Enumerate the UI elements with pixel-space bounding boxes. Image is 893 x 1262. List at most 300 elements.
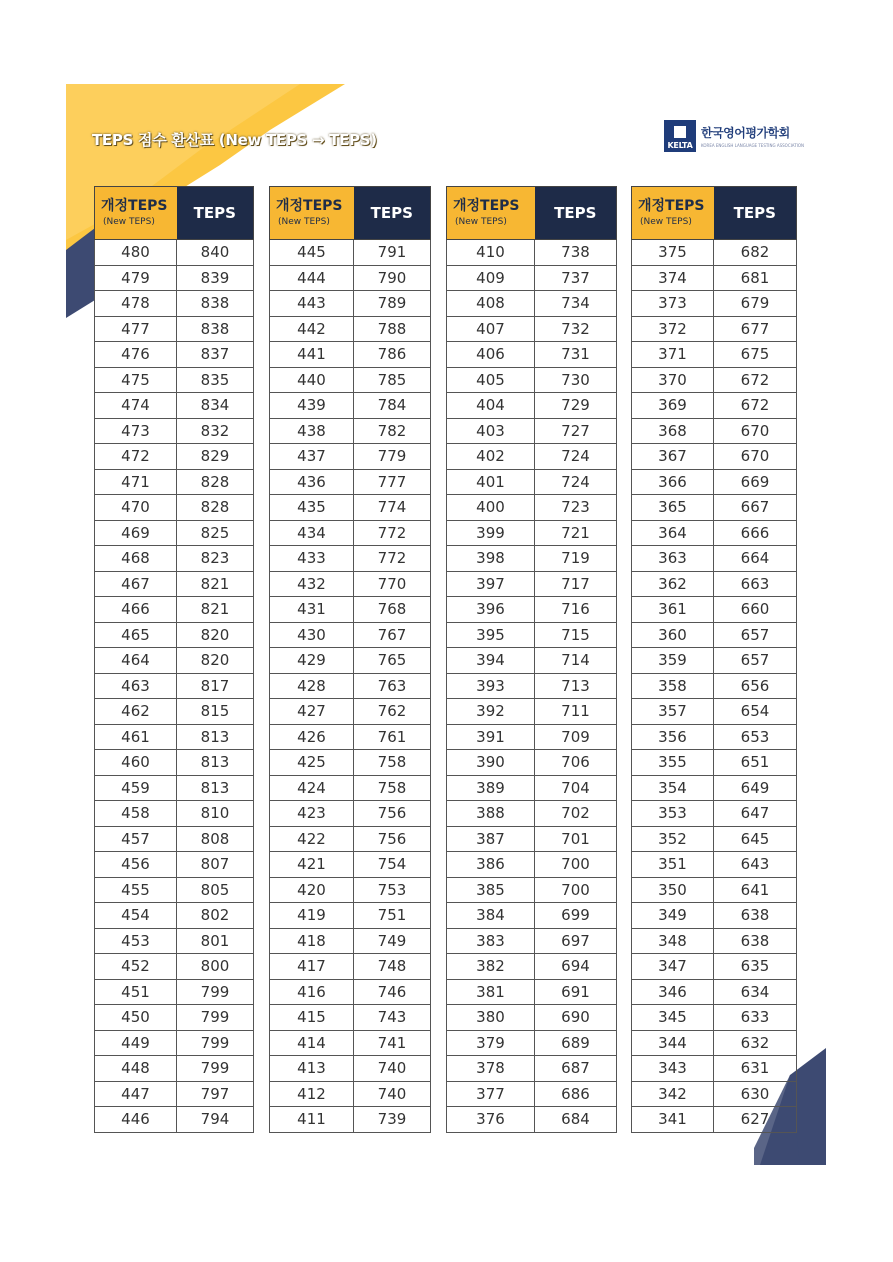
teps-score: 756 [354,801,431,827]
teps-score: 689 [535,1030,617,1056]
table-row [447,801,617,827]
new-teps-score: 461 [95,724,177,750]
new-teps-score: 365 [632,495,714,521]
table-row [632,597,797,623]
table-row [447,750,617,776]
new-teps-score: 364 [632,520,714,546]
teps-score: 807 [177,852,254,878]
new-teps-score: 439 [270,393,354,419]
kelta-logo-icon: KELTA [664,120,696,152]
teps-score: 782 [354,418,431,444]
new-teps-score: 424 [270,775,354,801]
teps-score: 768 [354,597,431,623]
teps-score: 660 [714,597,797,623]
new-teps-score: 361 [632,597,714,623]
table-row [447,520,617,546]
table-row [95,801,254,827]
teps-score: 749 [354,928,431,954]
teps-score: 724 [535,444,617,470]
teps-score: 714 [535,648,617,674]
table-row [447,622,617,648]
new-teps-score: 383 [447,928,535,954]
teps-score: 691 [535,979,617,1005]
teps-score: 634 [714,979,797,1005]
teps-score: 839 [177,265,254,291]
teps-score: 789 [354,291,431,317]
table-row [95,393,254,419]
new-teps-score: 400 [447,495,535,521]
new-teps-score: 440 [270,367,354,393]
new-teps-score: 478 [95,291,177,317]
new-teps-score: 344 [632,1030,714,1056]
table-row [632,877,797,903]
teps-score: 651 [714,750,797,776]
teps-score: 669 [714,469,797,495]
new-teps-score: 435 [270,495,354,521]
teps-score: 753 [354,877,431,903]
table-row [447,979,617,1005]
new-teps-score: 423 [270,801,354,827]
table-row [270,801,431,827]
table-row [270,877,431,903]
new-teps-score: 389 [447,775,535,801]
table-row [270,291,431,317]
new-teps-score: 393 [447,673,535,699]
new-teps-score: 433 [270,546,354,572]
new-teps-score: 457 [95,826,177,852]
new-teps-score: 366 [632,469,714,495]
teps-score: 772 [354,520,431,546]
table-row [447,240,617,266]
table-row [447,673,617,699]
teps-score: 731 [535,342,617,368]
new-teps-score: 427 [270,699,354,725]
teps-score: 643 [714,852,797,878]
teps-score: 697 [535,928,617,954]
teps-score: 635 [714,954,797,980]
teps-score: 716 [535,597,617,623]
table-row [632,1107,797,1133]
new-teps-score: 414 [270,1030,354,1056]
logo-name-en: KOREA ENGLISH LANGUAGE TESTING ASSOCIATION [701,143,804,148]
teps-score: 788 [354,316,431,342]
table-row [95,291,254,317]
table-row [270,1056,431,1082]
new-teps-score: 369 [632,393,714,419]
table-row [632,750,797,776]
teps-score: 721 [535,520,617,546]
new-teps-score: 374 [632,265,714,291]
teps-score: 627 [714,1107,797,1133]
table-row [270,622,431,648]
table-row [270,265,431,291]
teps-score: 653 [714,724,797,750]
teps-score: 681 [714,265,797,291]
new-teps-score: 388 [447,801,535,827]
new-teps-score: 384 [447,903,535,929]
new-teps-score: 428 [270,673,354,699]
teps-score: 657 [714,622,797,648]
table-row [447,1056,617,1082]
table-row [95,469,254,495]
new-teps-score: 442 [270,316,354,342]
new-teps-score: 357 [632,699,714,725]
teps-score: 647 [714,801,797,827]
teps-score: 835 [177,367,254,393]
new-teps-score: 382 [447,954,535,980]
table-row [632,571,797,597]
new-teps-score: 377 [447,1081,535,1107]
table-row [95,367,254,393]
logo-name-ko: 한국영어평가학회 [701,126,790,140]
table-row [447,342,617,368]
teps-score: 672 [714,367,797,393]
table-row [447,877,617,903]
table-row [95,240,254,266]
table-row [447,444,617,470]
new-teps-score: 411 [270,1107,354,1133]
table-row [95,648,254,674]
teps-score: 767 [354,622,431,648]
new-teps-score: 345 [632,1005,714,1031]
teps-score: 840 [177,240,254,266]
teps-score: 813 [177,750,254,776]
table-row [270,928,431,954]
table-row [447,1030,617,1056]
table-row [95,316,254,342]
teps-score: 675 [714,342,797,368]
table-row [632,622,797,648]
new-teps-score: 434 [270,520,354,546]
table-row [447,1107,617,1133]
new-teps-score: 367 [632,444,714,470]
teps-score: 821 [177,571,254,597]
teps-score: 686 [535,1081,617,1107]
teps-score: 834 [177,393,254,419]
table-row [447,597,617,623]
new-teps-score: 356 [632,724,714,750]
new-teps-score: 445 [270,240,354,266]
new-teps-score: 343 [632,1056,714,1082]
table-row [447,1005,617,1031]
new-teps-score: 401 [447,469,535,495]
teps-score: 770 [354,571,431,597]
teps-score: 805 [177,877,254,903]
teps-score: 690 [535,1005,617,1031]
table-row [95,928,254,954]
table-row [632,826,797,852]
table-row [447,291,617,317]
teps-score: 823 [177,546,254,572]
table-row [270,673,431,699]
new-teps-score: 352 [632,826,714,852]
new-teps-score: 463 [95,673,177,699]
table-row [270,979,431,1005]
new-teps-score: 381 [447,979,535,1005]
new-teps-score: 429 [270,648,354,674]
teps-score: 832 [177,418,254,444]
teps-score: 799 [177,979,254,1005]
new-teps-score: 469 [95,520,177,546]
new-teps-score: 468 [95,546,177,572]
teps-score: 808 [177,826,254,852]
table-row [632,367,797,393]
new-teps-score: 372 [632,316,714,342]
new-teps-score: 373 [632,291,714,317]
new-teps-score: 470 [95,495,177,521]
conversion-table-1 [94,186,254,1133]
new-teps-score: 346 [632,979,714,1005]
teps-score: 723 [535,495,617,521]
teps-score: 711 [535,699,617,725]
new-teps-score: 467 [95,571,177,597]
table-row [632,1056,797,1082]
teps-score: 810 [177,801,254,827]
teps-score: 815 [177,699,254,725]
table-row [95,852,254,878]
table-row [270,648,431,674]
new-teps-score: 350 [632,877,714,903]
table-row [95,571,254,597]
teps-score: 663 [714,571,797,597]
teps-score: 797 [177,1081,254,1107]
new-teps-score: 360 [632,622,714,648]
new-teps-score: 446 [95,1107,177,1133]
teps-score: 779 [354,444,431,470]
new-teps-score: 420 [270,877,354,903]
new-teps-score: 431 [270,597,354,623]
table-row [270,342,431,368]
table-row [270,444,431,470]
table-row [270,393,431,419]
new-teps-score: 415 [270,1005,354,1031]
conversion-table-4 [631,186,797,1133]
table-row [632,1005,797,1031]
new-teps-score: 453 [95,928,177,954]
teps-score: 799 [177,1005,254,1031]
teps-score: 828 [177,469,254,495]
table-row [447,954,617,980]
header-new-teps: 개정TEPS (New TEPS) [632,187,714,240]
new-teps-score: 351 [632,852,714,878]
table-row [447,367,617,393]
new-teps-score: 354 [632,775,714,801]
table-row [270,367,431,393]
new-teps-score: 349 [632,903,714,929]
teps-score: 666 [714,520,797,546]
teps-score: 667 [714,495,797,521]
table-row [270,597,431,623]
teps-score: 682 [714,240,797,266]
table-row [632,699,797,725]
table-row [95,1081,254,1107]
new-teps-score: 355 [632,750,714,776]
table-row [447,699,617,725]
teps-score: 828 [177,495,254,521]
teps-score: 838 [177,316,254,342]
new-teps-score: 363 [632,546,714,572]
teps-score: 700 [535,877,617,903]
new-teps-score: 397 [447,571,535,597]
new-teps-score: 379 [447,1030,535,1056]
new-teps-score: 444 [270,265,354,291]
new-teps-score: 413 [270,1056,354,1082]
table-row [270,240,431,266]
table-row [95,979,254,1005]
teps-score: 772 [354,546,431,572]
new-teps-score: 479 [95,265,177,291]
table-row [447,393,617,419]
teps-score: 706 [535,750,617,776]
new-teps-score: 406 [447,342,535,368]
new-teps-score: 436 [270,469,354,495]
table-row [447,648,617,674]
teps-score: 817 [177,673,254,699]
teps-score: 762 [354,699,431,725]
new-teps-score: 394 [447,648,535,674]
table-row [632,775,797,801]
table-row [270,316,431,342]
new-teps-score: 396 [447,597,535,623]
teps-score: 630 [714,1081,797,1107]
teps-score: 633 [714,1005,797,1031]
header-new-teps: 개정TEPS (New TEPS) [447,187,535,240]
teps-score: 820 [177,648,254,674]
table-row [632,724,797,750]
teps-score: 754 [354,852,431,878]
new-teps-score: 391 [447,724,535,750]
new-teps-score: 353 [632,801,714,827]
table-row [270,571,431,597]
conversion-table-3 [446,186,617,1133]
new-teps-score: 462 [95,699,177,725]
table-row [447,265,617,291]
new-teps-score: 447 [95,1081,177,1107]
table-row [447,571,617,597]
teps-score: 763 [354,673,431,699]
table-row [95,1056,254,1082]
teps-score: 825 [177,520,254,546]
table-row [447,469,617,495]
new-teps-score: 437 [270,444,354,470]
table-row [632,954,797,980]
table-row [447,546,617,572]
table-row [632,265,797,291]
teps-score: 758 [354,750,431,776]
new-teps-score: 451 [95,979,177,1005]
new-teps-score: 387 [447,826,535,852]
table-row [95,546,254,572]
teps-score: 656 [714,673,797,699]
table-row [447,724,617,750]
header-new-teps: 개정TEPS (New TEPS) [95,187,177,240]
teps-score: 677 [714,316,797,342]
header-teps: TEPS [177,187,254,240]
new-teps-score: 473 [95,418,177,444]
conversion-table-2 [269,186,431,1133]
table-row [632,928,797,954]
teps-score: 777 [354,469,431,495]
new-teps-score: 412 [270,1081,354,1107]
table-row [632,520,797,546]
new-teps-score: 408 [447,291,535,317]
new-teps-score: 460 [95,750,177,776]
teps-score: 687 [535,1056,617,1082]
teps-score: 748 [354,954,431,980]
teps-score: 679 [714,291,797,317]
table-row [270,903,431,929]
table-row [632,495,797,521]
new-teps-score: 459 [95,775,177,801]
new-teps-score: 476 [95,342,177,368]
table-row [270,775,431,801]
new-teps-score: 409 [447,265,535,291]
new-teps-score: 421 [270,852,354,878]
new-teps-score: 410 [447,240,535,266]
header-teps: TEPS [714,187,797,240]
new-teps-score: 452 [95,954,177,980]
teps-score: 743 [354,1005,431,1031]
new-teps-score: 449 [95,1030,177,1056]
teps-score: 751 [354,903,431,929]
new-teps-score: 404 [447,393,535,419]
new-teps-score: 426 [270,724,354,750]
teps-score: 638 [714,903,797,929]
table-row [270,520,431,546]
teps-score: 740 [354,1081,431,1107]
new-teps-score: 390 [447,750,535,776]
new-teps-score: 392 [447,699,535,725]
teps-score: 641 [714,877,797,903]
teps-score: 802 [177,903,254,929]
table-row [632,291,797,317]
table-row [95,265,254,291]
table-row [95,1107,254,1133]
new-teps-score: 385 [447,877,535,903]
teps-score: 746 [354,979,431,1005]
teps-score: 794 [177,1107,254,1133]
new-teps-score: 465 [95,622,177,648]
teps-score: 737 [535,265,617,291]
new-teps-score: 380 [447,1005,535,1031]
teps-score: 699 [535,903,617,929]
table-row [270,469,431,495]
new-teps-score: 441 [270,342,354,368]
teps-score: 821 [177,597,254,623]
table-row [632,801,797,827]
table-row [270,1081,431,1107]
table-row [95,903,254,929]
table-row [95,418,254,444]
teps-score: 702 [535,801,617,827]
table-row [270,750,431,776]
new-teps-score: 464 [95,648,177,674]
new-teps-score: 430 [270,622,354,648]
new-teps-score: 477 [95,316,177,342]
new-teps-score: 448 [95,1056,177,1082]
new-teps-score: 395 [447,622,535,648]
table-row [632,444,797,470]
table-row [447,316,617,342]
table-row [95,699,254,725]
new-teps-score: 471 [95,469,177,495]
new-teps-score: 466 [95,597,177,623]
teps-score: 820 [177,622,254,648]
new-teps-score: 375 [632,240,714,266]
teps-score: 740 [354,1056,431,1082]
page-title: TEPS 점수 환산표 (New TEPS → TEPS) [92,131,377,149]
teps-score: 801 [177,928,254,954]
